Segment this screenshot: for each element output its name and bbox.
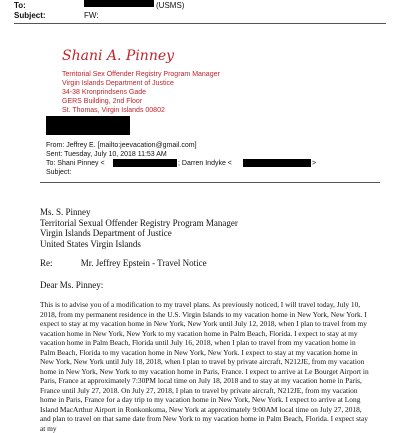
header-subject-value: FW: xyxy=(84,11,99,20)
letter-address-line: Ms. S. Pinney xyxy=(40,207,91,217)
header-to-label: To: xyxy=(14,1,26,10)
header-to-row xyxy=(14,1,26,11)
letter-re-line xyxy=(40,258,370,269)
header-subject-label: Subject: xyxy=(14,11,46,20)
forward-subject: Subject: xyxy=(46,169,72,176)
letter-re-text: Mr. Jeffrey Epstein - Travel Notice xyxy=(80,258,207,268)
letter-body: This is to advise you of a modification to my travel plans. As previously noticed, I will travel today, July 10, 2018, from my permanent residence in the U.S. Virgin Islands to my vacation home in New York, New York. I expect to stay at my vacation home in New York, New York until July 12, 2018, when I plan to travel from my vacation home in New York, New York to my vacation home in Palm Beach, Florida. I expect to stay at my vacation home in Palm Beach, Florida until July 16, 2018, when I plan to travel from my vacation home in Palm Beach, Florida to my vacation home in New York, New York. I expect to stay at my vacation home in New York, New York until July 18, 2018, when I plan to travel by private aircraft, N212JE, from my vacation home in New York, New York to my vacation home in Paris, France. I expect to arrive at Le Bourget Airport in Paris, France at approximately 7:30PM local time on July 18, 2018 and to stay at my vacation home in Paris, France until July 27, 2018. On July 27, 2018, I plan to travel by private aircraft, N212JE, from my vacation home in Paris, France for a day trip to my vacation home in New York, New York. I expect to arrive at Long Island MacArthur Airport in Ronkonkoma, New York at approximately 9:00AM local time on July 27, 2018, and plan to travel on that same date from New York to my vacation home in Palm Beach, Florida. I expect stay at my xyxy=(40,300,369,433)
forward-from: From: Jeffrey E. [mailto:jeevacation@gmail.com] xyxy=(46,142,197,149)
redaction-block xyxy=(46,116,130,135)
header-divider xyxy=(14,23,386,24)
signature-name: Shani A. Pinney xyxy=(62,48,175,64)
signature-dept: Virgin Islands Department of Justice xyxy=(62,80,174,87)
header-subject-row xyxy=(14,11,46,21)
forward-sent: Sent: Tuesday, July 10, 2018 11:53 AM xyxy=(46,151,167,158)
letter-address-line: Territorial Sexual Offender Registry Program Manager xyxy=(40,217,238,228)
letter-address-line: United States Virgin Islands xyxy=(40,238,141,249)
forward-to-end: > xyxy=(312,160,317,167)
signature-address-1: 34-38 Kronprindsens Gade xyxy=(62,89,147,96)
header-to-suffix: (USMS) xyxy=(156,1,185,10)
signature-title: Territorial Sex Offender Registry Program Manager xyxy=(62,71,220,78)
signature-address-2: GERS Building, 2nd Floor xyxy=(62,98,143,105)
letter-address-line: Virgin Islands Department of Justice xyxy=(40,228,172,238)
letter-address xyxy=(40,207,370,249)
signature-address-3: St. Thomas, Virgin Islands 00802 xyxy=(62,107,165,114)
forward-to-prefix: To: Shani Pinney < xyxy=(46,160,105,167)
redaction-to-shani xyxy=(113,159,177,167)
redaction-to-darren xyxy=(243,159,311,167)
forward-divider xyxy=(40,182,380,183)
letter-re-label: Re: xyxy=(40,258,53,268)
redaction-top-email xyxy=(84,0,154,7)
forward-to-middle: ; Darren Indyke < xyxy=(178,160,232,167)
letter-salutation: Dear Ms. Pinney: xyxy=(40,280,104,290)
